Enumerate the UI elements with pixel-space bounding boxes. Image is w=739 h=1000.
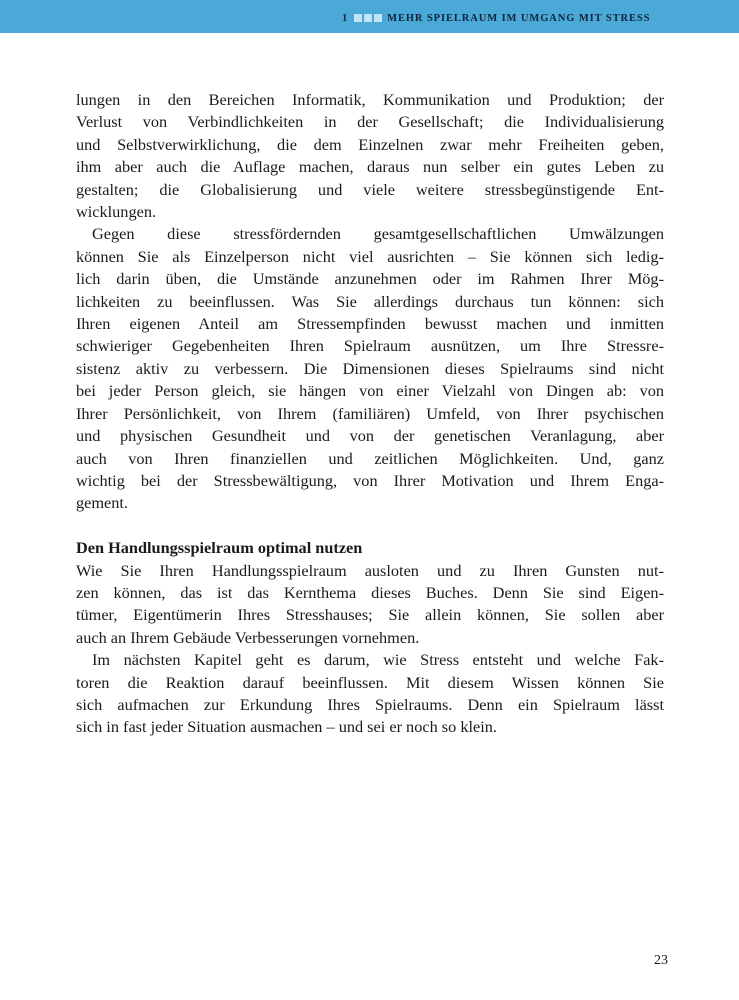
- running-header-bar: [0, 0, 739, 33]
- text-line: Ihrer Persönlichkeit, von Ihrem (familiären) Umfeld, von Ihrer psychischen: [76, 403, 664, 423]
- text-line: Gegen diese stressfördernden gesamtgesellschaftlichen Umwälzungen: [92, 224, 664, 244]
- text-line: können Sie als Einzelperson nicht viel ausrichten – Sie können sich ledig-: [76, 246, 664, 266]
- text-line: Verlust von Verbindlichkeiten in der Gesellschaft; die Individualisierung: [76, 112, 664, 132]
- text-line: und physischen Gesundheit und von der genetischen Veranlagung, aber: [76, 426, 664, 446]
- square-ornament-icon: [364, 14, 372, 22]
- text-line: lichkeiten zu beeinflussen. Was Sie allerdings durchaus tun können: sich: [76, 291, 664, 311]
- section-heading: Den Handlungsspielraum optimal nutzen: [76, 538, 363, 558]
- chapter-number: 1: [342, 12, 349, 24]
- paragraph-2: [76, 223, 664, 514]
- chapter-title: MEHR SPIELRAUM IM UMGANG MIT STRESS: [387, 12, 651, 24]
- text-line: zen können, das ist das Kernthema dieses Buches. Denn Sie sind Eigen-: [76, 582, 664, 602]
- text-line: sistenz aktiv zu verbessern. Die Dimensionen dieses Spielraums sind nicht: [76, 358, 664, 378]
- text-line: auch an Ihrem Gebäude Verbesserungen vornehmen.: [76, 627, 420, 647]
- section-paragraph-1: [76, 560, 664, 650]
- text-line: Wie Sie Ihren Handlungsspielraum ausloten und zu Ihren Gunsten nut-: [76, 560, 664, 580]
- text-line: gement.: [76, 493, 128, 513]
- paragraph-1: [76, 89, 664, 223]
- text-line: tümer, Eigentümerin Ihres Stresshauses; Sie allein können, Sie sollen aber: [76, 605, 664, 625]
- text-line: lich darin üben, die Umstände anzunehmen oder im Rahmen Ihrer Mög-: [76, 269, 664, 289]
- text-line: Im nächsten Kapitel geht es darum, wie Stress entsteht und welche Fak-: [92, 650, 664, 670]
- text-line: sich aufmachen zur Erkundung Ihres Spielraums. Denn ein Spielraum lässt: [76, 694, 664, 714]
- text-line: toren die Reaktion darauf beeinflussen. Mit diesem Wissen können Sie: [76, 672, 664, 692]
- text-line: wichtig bei der Stressbewältigung, von Ihrer Motivation und Ihrem Enga-: [76, 470, 664, 490]
- text-line: und Selbstverwirklichung, die dem Einzelnen zwar mehr Freiheiten geben,: [76, 134, 664, 154]
- page-number: 23: [654, 953, 668, 968]
- text-line: sich in fast jeder Situation ausmachen – und sei er noch so klein.: [76, 717, 497, 737]
- text-line: bei jeder Person gleich, sie hängen von einer Vielzahl von Dingen ab: von: [76, 381, 664, 401]
- text-line: wicklungen.: [76, 202, 157, 222]
- running-header: [342, 11, 650, 25]
- page-body: [76, 89, 664, 739]
- square-ornament-icon: [374, 14, 382, 22]
- square-ornament-icon: [354, 14, 362, 22]
- text-line: ihm aber auch die Auflage machen, daraus nun selber ein gutes Leben zu: [76, 157, 664, 177]
- text-line: auch von Ihren finanziellen und zeitlichen Möglichkeiten. Und, ganz: [76, 448, 664, 468]
- text-line: Ihren eigenen Anteil am Stressempfinden bewusst machen und inmitten: [76, 314, 664, 334]
- text-line: lungen in den Bereichen Informatik, Kommunikation und Produktion; der: [76, 90, 664, 109]
- text-line: gestalten; die Globalisierung und viele weitere stressbegünstigende Ent-: [76, 179, 664, 199]
- section-paragraph-2: [76, 649, 664, 739]
- text-line: schwieriger Gegebenheiten Ihren Spielraum ausnützen, um Ihre Stressre-: [76, 336, 664, 356]
